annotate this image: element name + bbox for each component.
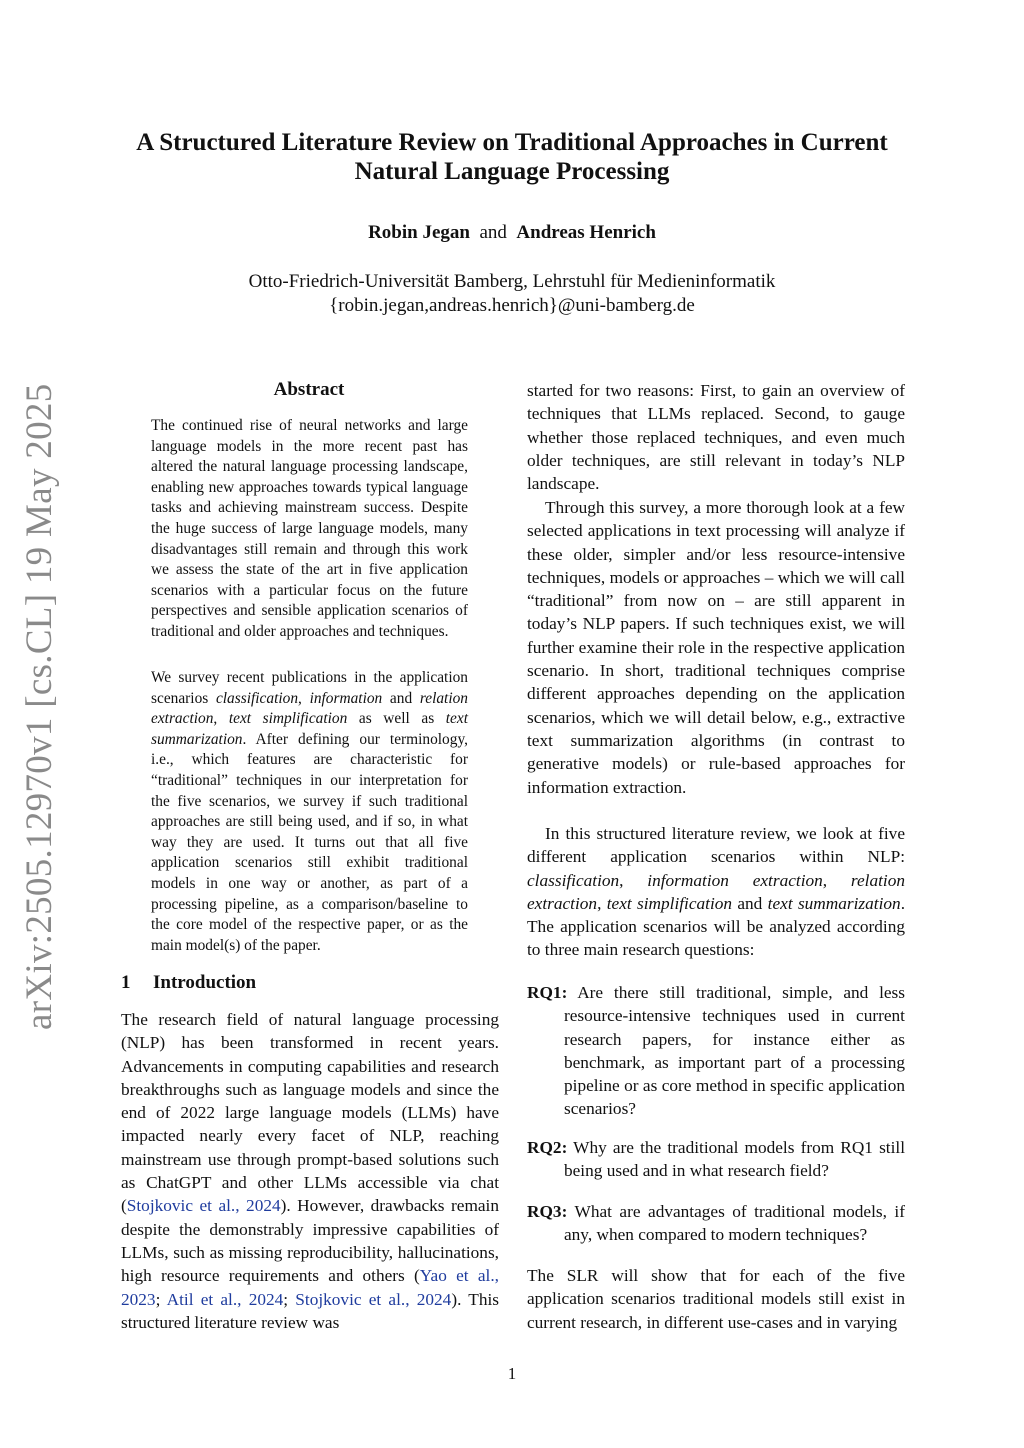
- citation-link[interactable]: Stojkovic et al., 2024: [126, 1196, 281, 1216]
- author-2: Andreas Henrich: [516, 222, 656, 243]
- citation-link[interactable]: Yao et al., 2023: [121, 1266, 499, 1309]
- intro-paragraph-1-continued: started for two reasons: First, to gain an overview of techniques that LLMs replaced. Second, to gauge whether those replaced techniques, and even much older techniques, are still relevant in today’s NLP landscape.: [527, 381, 905, 494]
- rq3-label: RQ3:: [527, 1202, 568, 1221]
- abstract-paragraph-1: The continued rise of neural networks and large language models in the more recent past has altered the natural language processing landscape, enabling new approaches towards typical language tasks and achieving mainstream success. Despite the huge success of large language models, many disadvantages still remain and through this work we assess the state of the art in five application scenarios with a particular focus on the future perspectives and sensible application scenarios of traditional and older approaches and techniques.: [151, 417, 468, 640]
- intro-paragraph-4: The SLR will show that for each of the five application scenarios traditional models still exist in current research, in different use-cases and in varying: [527, 1266, 905, 1332]
- research-question-1: RQ1: Are there still traditional, simple, and less resource-intensive techniques used in current research papers, for instance either as benchmark, as important part of a processing pipeline or as core method in specific application scenarios?: [527, 983, 905, 1119]
- affiliation: Otto-Friedrich-Universität Bamberg, Lehrstuhl für Medieninformatik: [248, 271, 776, 292]
- citation-link[interactable]: Atil et al., 2024: [166, 1289, 284, 1309]
- page-number: 1: [507, 1364, 517, 1383]
- rq1-label: RQ1:: [527, 983, 568, 1002]
- intro-paragraph-2: Through this survey, a more thorough look at a few selected applications in text processing will analyze if these older, simpler and/or less resource-intensive techniques, models or approaches – which we will call “traditional” from now on – are still apparent in today’s NLP papers. If such techniques exist, we will further examine their role in the respective application scenario. In short, traditional techniques comprise different approaches depending on the application scenarios, which we will detail below, e.g., extractive text summarization algorithms (in contrast to generative models) or rule-based approaches for information extraction.: [527, 498, 905, 797]
- research-question-2: RQ2: Why are the traditional models from RQ1 still being used and in what research field?: [527, 1138, 905, 1181]
- arxiv-stamp: arXiv:2505.12970v1 [cs.CL] 19 May 2025: [19, 383, 60, 1030]
- section-heading-introduction: [121, 972, 256, 994]
- intro-paragraph-3: In this structured literature review, we look at five different application scenarios within NLP: classification, information extraction, relation extraction, text simplification and text summarization. The application scenarios will be analyzed according to three main research questions:: [527, 824, 906, 960]
- affiliation-block: [100, 270, 924, 318]
- abstract-paragraph-2: We survey recent publications in the application scenarios classification, information and relation extraction, text simplification as well as text summarization. After defining our terminology, i.e., which features are characteristic for “traditional” techniques in our interpretation for the five scenarios, we survey if such traditional approaches are still being used, and if so, in what way they are used. It turns out that all five application scenarios still exhibit traditional models in one way or another, as part of a processing pipeline, as a comparison/baseline to the core model of the respective paper, or as the main model(s) of the paper.: [151, 669, 468, 954]
- rq2-label: RQ2:: [527, 1138, 568, 1157]
- section-title: Introduction: [153, 972, 257, 993]
- research-question-3: RQ3: What are advantages of traditional models, if any, when compared to modern techniques?: [527, 1202, 905, 1245]
- paper-title: A Structured Literature Review on Traditional Approaches in Current Natural Language Processing: [136, 129, 888, 185]
- abstract-heading: Abstract: [273, 379, 345, 400]
- author-1: Robin Jegan: [368, 222, 470, 243]
- citation-link[interactable]: Stojkovic et al., 2024: [295, 1289, 452, 1309]
- email: {robin.jegan,andreas.henrich}@uni-bamberg.de: [329, 295, 695, 316]
- intro-paragraph-1: The research field of natural language processing (NLP) has been transformed in recent years. Advancements in computing capabilities and research breakthroughs such as language models and since the end of 2022 large language models (LLMs) have impacted nearly every facet of NLP, reaching mainstream use through prompt-based solutions such as ChatGPT and other LLMs accessible via chat (Stojkovic et al., 2024). However, drawbacks remain despite the demonstrably impressive capabilities of LLMs, such as missing reproducibility, hallucinations, high resource requirements and others (Yao et al., 2023; Atil et al., 2024; Stojkovic et al., 2024). This structured literature review was: [121, 1010, 500, 1332]
- author-conjunction: and: [479, 222, 507, 243]
- section-number: 1: [121, 972, 131, 993]
- author-line: [100, 222, 924, 244]
